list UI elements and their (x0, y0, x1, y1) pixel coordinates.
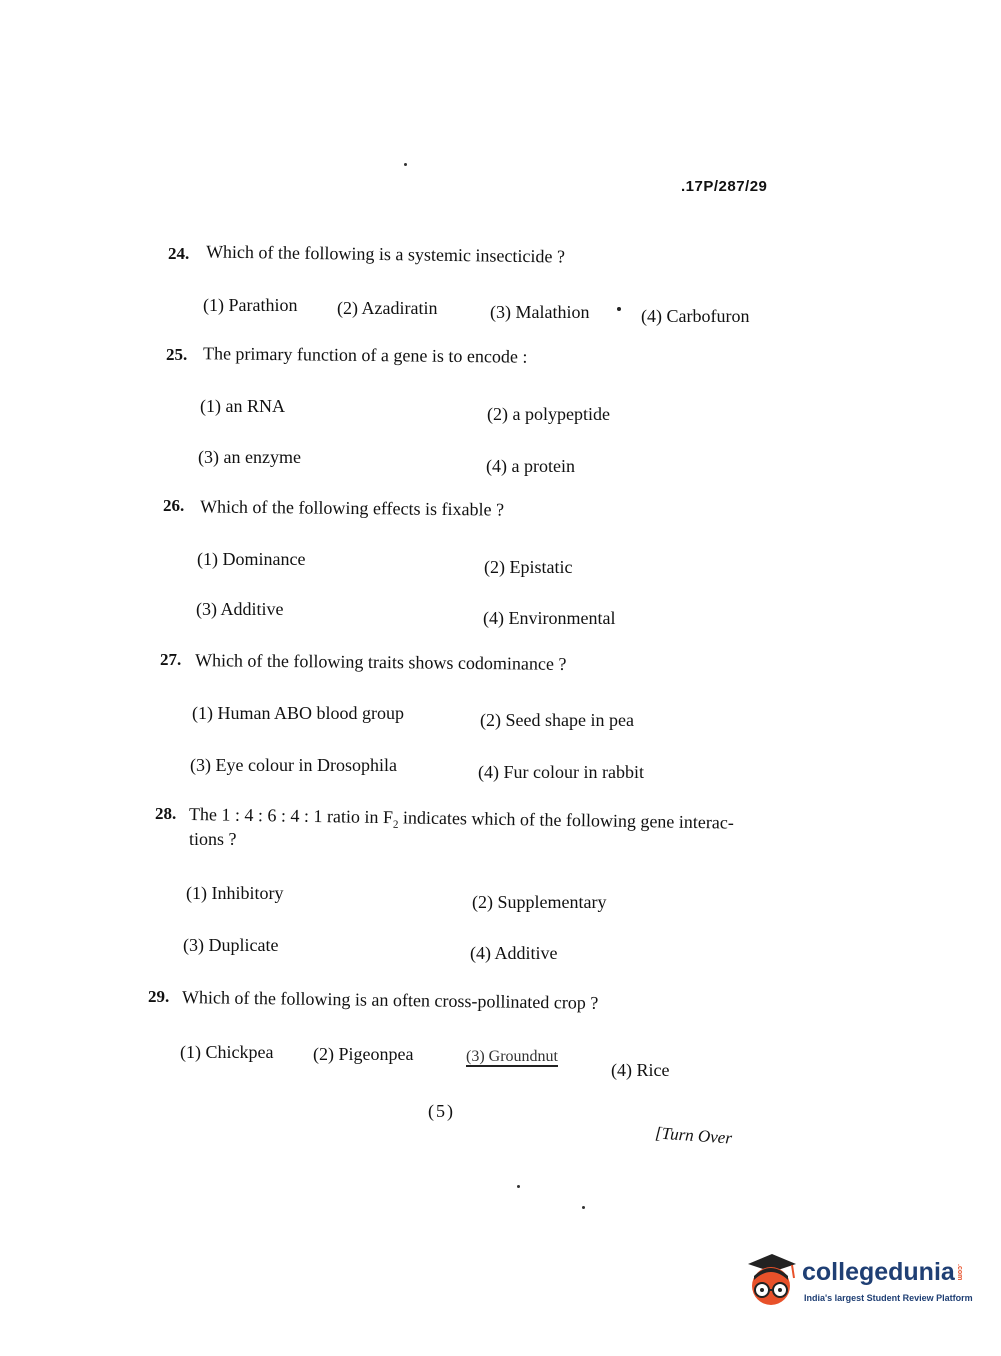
option-1: (1) an RNA (200, 396, 285, 416)
question-text-line-1: The 1 : 4 : 6 : 4 : 1 ratio in $F_2$ indicates which of the following gene interac- (188, 804, 735, 833)
question-number: 29. (148, 987, 170, 1006)
option-4: (4) Fur colour in rabbit (478, 762, 644, 782)
scan-speck (404, 163, 407, 166)
option-4: (4) Additive (470, 943, 558, 963)
option-2: (2) Epistatic (484, 557, 573, 577)
option-1: (1) Inhibitory (186, 883, 284, 903)
paper-code: .17P/287/29 (681, 178, 768, 195)
page-number: (5) (428, 1101, 455, 1121)
option-3: (3) an enzyme (198, 447, 301, 467)
option-3: (3) Groundnut (466, 1048, 558, 1065)
question-text: Which of the following effects is fixable ? (199, 496, 505, 520)
option-4: (4) Rice (611, 1060, 670, 1080)
brand-suffix: .com (955, 1263, 963, 1280)
brand-name: collegedunia.com (802, 1258, 963, 1286)
option-1: (1) Parathion (203, 295, 298, 315)
scan-speck (517, 1185, 520, 1188)
option-3: (3) Malathion (490, 302, 590, 322)
option-2: (2) a polypeptide (487, 404, 610, 424)
question-number: 25. (166, 345, 188, 364)
option-2: (2) Pigeonpea (313, 1044, 414, 1064)
option-1: (1) Dominance (197, 549, 306, 569)
question-number: 26. (163, 496, 185, 515)
question-text: Which of the following is an often cross-pollinated crop ? (181, 987, 599, 1013)
option-2: (2) Supplementary (472, 892, 607, 912)
brand-tagline: India's largest Student Review Platform (804, 1293, 973, 1303)
option-4: (4) a protein (486, 456, 575, 476)
question-number: 27. (160, 650, 182, 669)
option-3: (3) Additive (196, 599, 284, 619)
option-4: (4) Carbofuron (641, 306, 750, 326)
scan-speck (617, 307, 621, 311)
question-number: 28. (155, 804, 177, 823)
mascot-icon (742, 1250, 800, 1310)
option-3: (3) Eye colour in Drosophila (190, 755, 397, 775)
question-number: 24. (168, 244, 190, 263)
collegedunia-watermark (742, 1250, 972, 1312)
question-text: The primary function of a gene is to encode : (202, 343, 528, 367)
option-3: (3) Duplicate (183, 935, 279, 955)
turn-over-note: [Turn Over (654, 1123, 733, 1148)
scan-speck (582, 1206, 585, 1209)
option-4: (4) Environmental (483, 608, 616, 628)
option-1: (1) Chickpea (180, 1042, 274, 1062)
question-text-line-2: tions ? (189, 829, 237, 849)
option-2: (2) Azadiratin (337, 298, 438, 318)
option-2: (2) Seed shape in pea (480, 710, 634, 730)
question-text: Which of the following traits shows codominance ? (194, 650, 567, 674)
option-1: (1) Human ABO blood group (192, 703, 404, 723)
question-text: Which of the following is a systemic insecticide ? (205, 241, 566, 267)
